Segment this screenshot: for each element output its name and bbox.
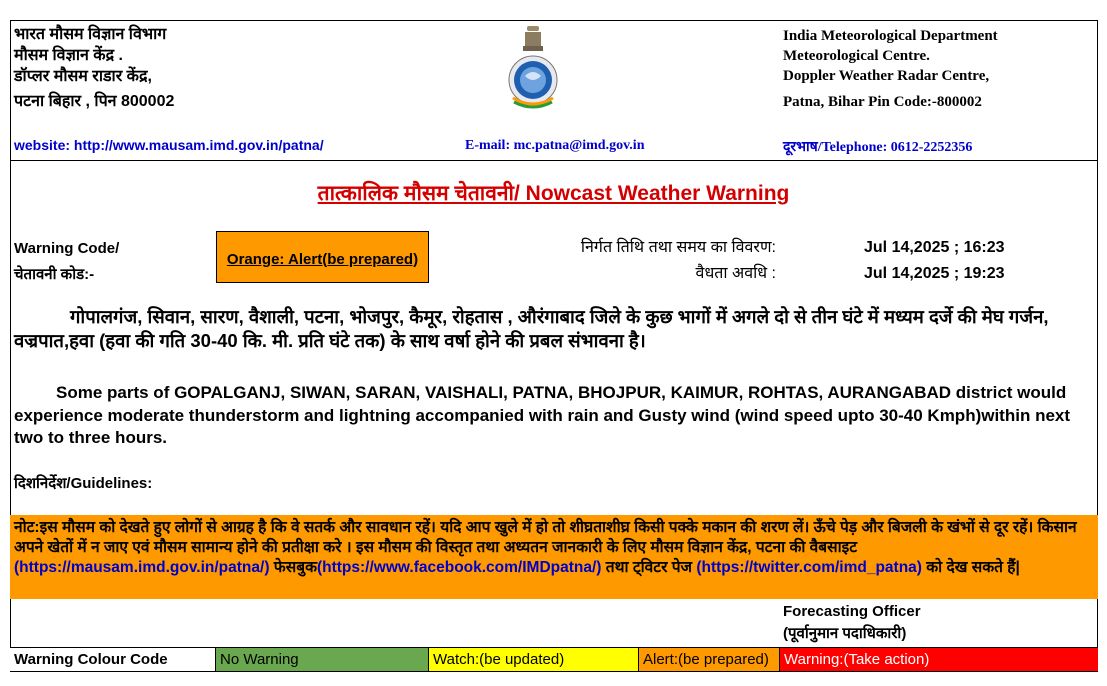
header-hi-line: डॉप्लर मौसम राडार केंद्र, [14, 68, 152, 85]
legend-watch: Watch:(be updated) [429, 648, 639, 671]
note-text: को देख सकते हैं| [921, 559, 1020, 576]
telephone [783, 137, 972, 156]
email-link[interactable]: E-mail: mc.patna@imd.gov.in [465, 138, 645, 153]
header-english [783, 26, 998, 112]
officer-title-hi: (पूर्वानुमान पदाधिकारी) [783, 625, 907, 642]
header-hindi [14, 24, 174, 112]
twitter-link[interactable]: (https://twitter.com/imd_patna) [696, 559, 922, 576]
note-text: नोट:इस मौसम को देखते हुए लोगों से आग्रह है कि वे सतर्क और सावधान रहें। यदि आप खुले में हो तो शीघ्रताशीघ्र किसी पक्के मकान की शरण लें। ऊँचे पेड़ और बिजली के खंभों से दूर रहें। किसान अपने खेतों में न जाए एवं मौसम सामान्य होने की प्रतीक्षा करे । इस मौसम की विस्तृत तथा अध्यतन जानकारी के लिए मौसम विज्ञान केंद्र, पटना की वैबसाइट [14, 519, 1077, 556]
legend-label: Warning Colour Code [10, 648, 216, 671]
title-hindi: तात्कालिक मौसम चेतावनी [317, 182, 514, 205]
title-english: / Nowcast Weather Warning [514, 182, 790, 205]
emblem-icon [505, 24, 561, 110]
header-hi-line: भारत मौसम विज्ञान विभाग [14, 26, 167, 43]
note-text: फेसबुक [269, 559, 317, 576]
issue-values [864, 235, 1005, 287]
issue-time-value: Jul 14,2025 ; 16:23 [864, 239, 1005, 256]
header-en-line: Doppler Weather Radar Centre, [783, 68, 990, 84]
warning-code-label-hi: चेतावनी कोड:- [14, 266, 95, 283]
issue-time-label: निर्गत तिथि तथा समय का विवरण: [580, 239, 776, 256]
warning-colour-legend [10, 647, 1098, 671]
legend-no-warning: No Warning [216, 648, 429, 671]
warning-code-value: Orange: Alert(be prepared) [226, 250, 419, 268]
validity-label: वैधता अवधि : [695, 265, 776, 282]
website-link[interactable]: website: http://www.mausam.imd.gov.in/patna/ [14, 137, 324, 153]
header-en-line: Meteorological Centre. [783, 48, 930, 64]
header-en-line: India Meteorological Department [783, 28, 998, 44]
website-note-link[interactable]: (https://mausam.imd.gov.in/patna/) [14, 559, 270, 576]
issue-labels [0, 235, 776, 287]
header-hi-line: मौसम विज्ञान केंद्र . [14, 47, 123, 64]
validity-value: Jul 14,2025 ; 19:23 [864, 265, 1005, 282]
header-en-line: Patna, Bihar Pin Code:-800002 [783, 94, 982, 110]
warning-text-english: Some parts of GOPALGANJ, SIWAN, SARAN, VAISHALI, PATNA, BHOJPUR, KAIMUR, ROHTAS, AURANGABAD district would experience moderate thunderstorm and lightning accompanied with rain and Gusty wind (wind speed upto 30-40 Kmph)within next two to three hours. [14, 383, 1071, 447]
legend-alert: Alert:(be prepared) [639, 648, 780, 671]
telephone-number: /Telephone: 0612-2252356 [817, 140, 973, 155]
forecasting-officer [783, 601, 921, 645]
header-divider [10, 160, 1098, 161]
note-box [10, 515, 1098, 599]
warning-code-label-en: Warning Code/ [14, 240, 120, 257]
facebook-link[interactable]: (https://www.facebook.com/IMDpatna/) [316, 559, 602, 576]
guidelines-label: दिशनिर्देश/Guidelines: [14, 475, 153, 492]
note-text: तथा ट्विटर पेज [601, 559, 697, 576]
officer-title-en: Forecasting Officer [783, 603, 921, 620]
warning-text-hindi: गोपालगंज, सिवान, सारण, वैशाली, पटना, भोजपुर, कैमूर, रोहतास , औरंगाबाद जिले के कुछ भागों में अगले दो से तीन घंटे में मध्यम दर्जे की मेघ गर्जन, वज्रपात,हवा (हवा की गति 30-40 कि. मी. प्रति घंटे तक) के साथ वर्षा होने की प्रबल संभावना है। [14, 306, 1049, 351]
legend-warning: Warning:(Take action) [780, 648, 1098, 671]
telephone-label-hi: दूरभाष [783, 138, 818, 154]
page-title [0, 179, 1107, 207]
header-hi-line: पटना बिहार , पिन 800002 [14, 93, 175, 110]
